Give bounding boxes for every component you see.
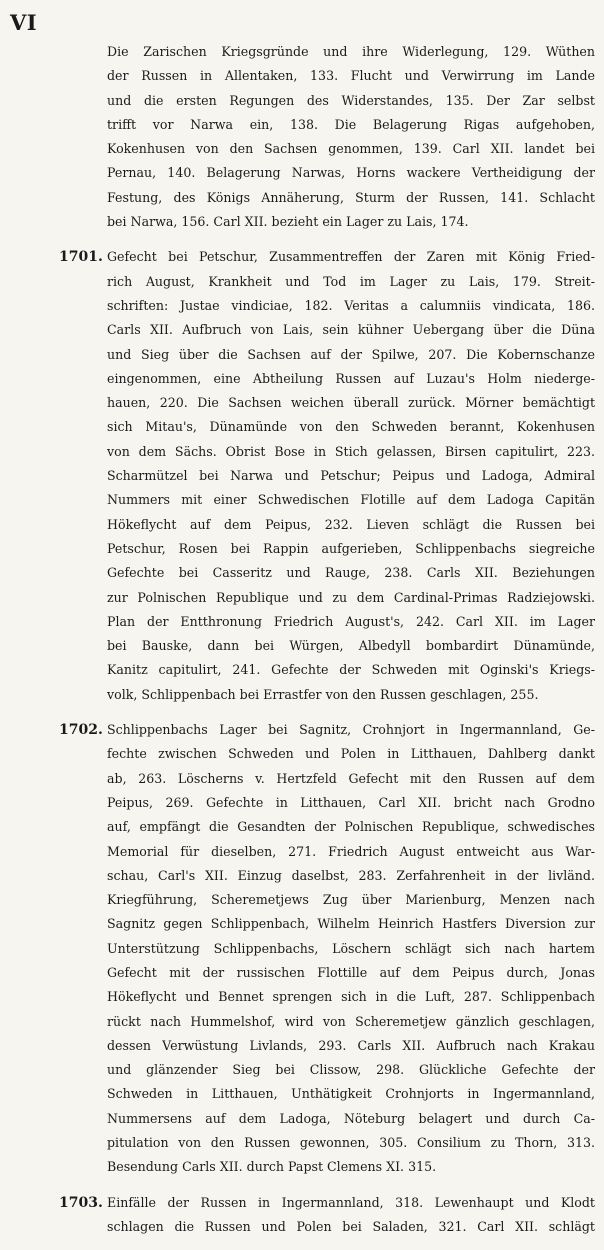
text-line: ab, 263. Löscherns v. Hertzfeld Gefecht mit den Russen auf dem bbox=[107, 770, 595, 786]
entry-year: 1702. bbox=[59, 722, 103, 739]
text-line: Besendung Carls XII. durch Papst Clemens XI. 315. bbox=[107, 1159, 437, 1175]
text-line: Kriegführung, Scheremetjews Zug über Marienburg, Menzen nach bbox=[107, 892, 595, 908]
text-line: schriften: Justae vindiciae, 182. Veritas a calumniis vindicata, 186. bbox=[107, 297, 595, 313]
text-line: Einfälle der Russen in Ingermannland, 318. Lewenhaupt und Klodt bbox=[107, 1194, 595, 1210]
entry-text bbox=[107, 245, 595, 707]
text-line: Schlippenbachs Lager bei Sagnitz, Crohnjort in Ingermannland, Ge- bbox=[107, 722, 595, 738]
text-line: Memorial für dieselben, 271. Friedrich August entweicht aus War- bbox=[107, 843, 595, 859]
text-line: schlagen die Russen und Polen bei Saladen, 321. Carl XII. schlägt bbox=[107, 1218, 595, 1234]
text-line: pitulation von den Russen gewonnen, 305. Consilium zu Thorn, 313. bbox=[107, 1135, 595, 1151]
entry-text bbox=[107, 40, 595, 234]
text-line: von dem Sächs. Obrist Bose in Stich gelassen, Birsen capitulirt, 223. bbox=[107, 443, 595, 459]
chronology-entry bbox=[0, 40, 604, 234]
page-number: VI bbox=[10, 10, 38, 35]
text-line: Schweden in Litthauen, Unthätigkeit Crohnjorts in Ingermannland, bbox=[107, 1086, 595, 1102]
entry-year: 1703. bbox=[59, 1194, 103, 1211]
text-line: Plan der Entthronung Friedrich August's, 242. Carl XII. im Lager bbox=[107, 613, 595, 629]
text-line: Carls XII. Aufbruch von Lais, sein kühner Uebergang über die Düna bbox=[107, 322, 595, 338]
text-line: fechte zwischen Schweden und Polen in Litthauen, Dahlberg dankt bbox=[107, 746, 595, 762]
text-line: der Russen in Allentaken, 133. Flucht und Verwirrung im Lande bbox=[107, 68, 595, 84]
text-line: trifft vor Narwa ein, 138. Die Belagerung Rigas aufgehoben, bbox=[107, 116, 595, 132]
text-line: Petschur, Rosen bei Rappin aufgerieben, Schlippenbachs siegreiche bbox=[107, 540, 595, 556]
text-line: Unterstützung Schlippenbachs, Löschern schlägt sich nach hartem bbox=[107, 940, 595, 956]
text-line: Peipus, 269. Gefechte in Litthauen, Carl XII. bricht nach Grodno bbox=[107, 794, 595, 810]
entry-text bbox=[107, 1191, 595, 1240]
text-line: rich August, Krankheit und Tod im Lager zu Lais, 179. Streit- bbox=[107, 273, 595, 289]
entry-year: 1701. bbox=[59, 249, 103, 266]
text-line: volk, Schlippenbach bei Errastfer von den Russen geschlagen, 255. bbox=[107, 686, 539, 702]
text-line: auf, empfängt die Gesandten der Polnischen Republique, schwedisches bbox=[107, 819, 595, 835]
text-line: und die ersten Regungen des Widerstandes, 135. Der Zar selbst bbox=[107, 92, 595, 108]
text-line: sich Mitau's, Dünamünde von den Schweden berannt, Kokenhusen bbox=[107, 419, 595, 435]
text-line: Sagnitz gegen Schlippenbach, Wilhelm Heinrich Hastfers Diversion zur bbox=[107, 916, 595, 932]
text-line: Gefechte bei Casseritz und Rauge, 238. Carls XII. Beziehungen bbox=[107, 565, 595, 581]
text-line: Pernau, 140. Belagerung Narwas, Horns wackere Vertheidigung der bbox=[107, 165, 595, 181]
chronology-entry bbox=[0, 245, 604, 707]
text-line: Hökeflycht auf dem Peipus, 232. Lieven schlägt die Russen bei bbox=[107, 516, 595, 532]
text-line: und Sieg über die Sachsen auf der Spilwe, 207. Die Kobernschanze bbox=[107, 346, 595, 362]
text-line: Festung, des Königs Annäherung, Sturm der Russen, 141. Schlacht bbox=[107, 189, 595, 205]
text-line: Gefecht bei Petschur, Zusammentreffen der Zaren mit König Fried- bbox=[107, 249, 595, 265]
text-line: zur Polnischen Republique und zu dem Cardinal-Primas Radziejowski. bbox=[107, 589, 595, 605]
page-body bbox=[0, 40, 604, 1250]
text-line: Die Zarischen Kriegsgründe und ihre Widerlegung, 129. Wüthen bbox=[107, 44, 595, 59]
text-line: Kanitz capitulirt, 241. Gefechte der Schweden mit Oginski's Kriegs- bbox=[107, 662, 595, 678]
entry-text bbox=[107, 718, 595, 1180]
text-line: hauen, 220. Die Sachsen weichen überall zurück. Mörner bemächtigt bbox=[107, 395, 595, 411]
chronology-entry bbox=[0, 718, 604, 1180]
text-line: Kokenhusen von den Sachsen genommen, 139. Carl XII. landet bei bbox=[107, 141, 595, 157]
chronology-entry bbox=[0, 1191, 604, 1240]
text-line: Nummers mit einer Schwedischen Flotille auf dem Ladoga Capitän bbox=[107, 492, 595, 508]
text-line: Scharmützel bei Narwa und Petschur; Peipus und Ladoga, Admiral bbox=[107, 468, 595, 484]
text-line: bei Narwa, 156. Carl XII. bezieht ein Lager zu Lais, 174. bbox=[107, 214, 469, 230]
text-line: Gefecht mit der russischen Flottille auf dem Peipus durch, Jonas bbox=[107, 964, 595, 980]
text-line: rückt nach Hummelshof, wird von Scheremetjew gänzlich geschlagen, bbox=[107, 1013, 595, 1029]
text-line: eingenommen, eine Abtheilung Russen auf Luzau's Holm niederge- bbox=[107, 370, 595, 386]
text-line: und glänzender Sieg bei Clissow, 298. Glückliche Gefechte der bbox=[107, 1062, 595, 1078]
text-line: Hökeflycht und Bennet sprengen sich in die Luft, 287. Schlippenbach bbox=[107, 989, 595, 1005]
text-line: schau, Carl's XII. Einzug daselbst, 283. Zerfahrenheit in der livländ. bbox=[107, 867, 595, 883]
text-line: dessen Verwüstung Livlands, 293. Carls XII. Aufbruch nach Krakau bbox=[107, 1037, 595, 1053]
text-line: bei Bauske, dann bei Würgen, Albedyll bombardirt Dünamünde, bbox=[107, 638, 595, 654]
text-line: Nummersens auf dem Ladoga, Nöteburg belagert und durch Ca- bbox=[107, 1110, 595, 1126]
